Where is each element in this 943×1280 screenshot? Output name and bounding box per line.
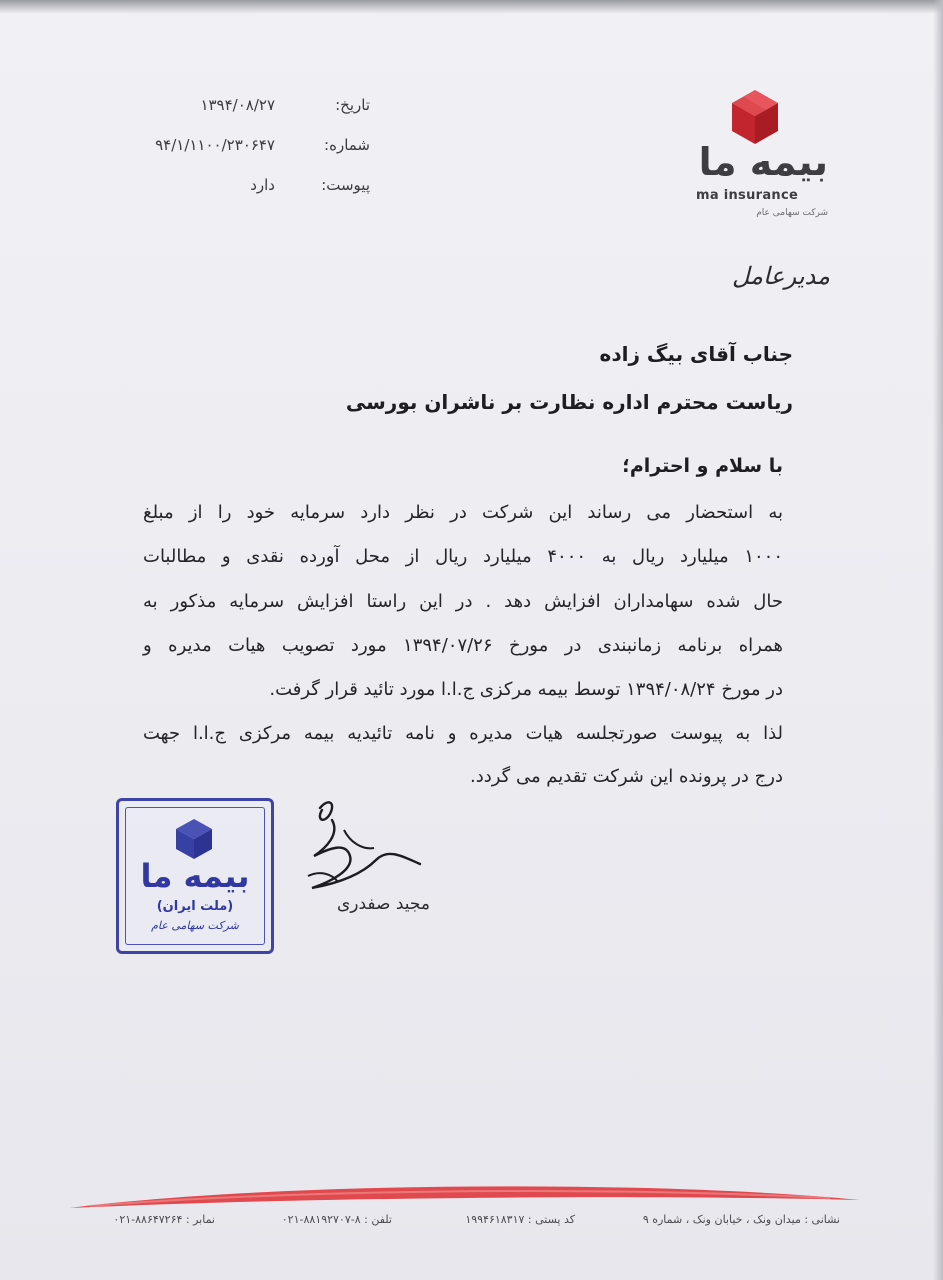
body-line: حال شده سهامداران افزایش دهد . در این راستا افزایش سرمایه مذکور به [143, 591, 783, 612]
cube-logo-icon [730, 88, 780, 146]
handwritten-signature [290, 790, 440, 900]
logo-wordmark: بیمه ما [698, 140, 828, 184]
footer-phone: تلفن : ۸-۸۸۱۹۲۷۰۷-۰۲۱ [281, 1213, 392, 1226]
number-row [100, 136, 400, 162]
footer-contact [100, 1213, 840, 1233]
attachment-label: پیوست: [321, 176, 370, 194]
footer-address: نشانی : میدان ونک ، خیابان ونک ، شماره ۹ [642, 1213, 840, 1226]
number-value: ۹۴/۱/۱۱۰۰/۲۳۰۶۴۷ [155, 136, 275, 154]
company-logo [668, 88, 838, 238]
date-label: تاریخ: [335, 96, 370, 114]
footer-swoosh-decoration [70, 1178, 860, 1212]
stamp-cube-icon [174, 817, 214, 861]
addressee-title: ریاست محترم اداره نظارت بر ناشران بورسی [345, 390, 793, 414]
handwritten-title: مدیرعامل [731, 262, 830, 290]
body-line: ۱۰۰۰ میلیارد ریال به ۴۰۰۰ میلیارد ریال از محل آورده نقدی و مطالبات [143, 546, 783, 567]
attachment-value: دارد [250, 176, 275, 194]
company-type-text: شرکت سهامی عام [756, 208, 828, 218]
date-row [100, 96, 400, 122]
page-edge-shadow-right [933, 0, 943, 1280]
page-edge-shadow [0, 0, 943, 14]
logo-latin-text: ma insurance [696, 188, 799, 203]
footer-fax: نمابر : ۸۸۶۴۷۲۶۴-۰۲۱ [113, 1213, 215, 1226]
stamp-brand-text: بیمه ما [140, 857, 250, 895]
addressee-name: جناب آقای بیگ زاده [599, 342, 793, 366]
signer-name: مجید صفدری [336, 894, 430, 914]
body-line: در مورخ ۱۳۹۴/۰۸/۲۴ توسط بیمه مرکزی ج.ا.ا مورد تائید قرار گرفت. [269, 679, 783, 700]
footer-postal: کد پستی : ۱۹۹۴۶۱۸۳۱۷ [465, 1213, 575, 1226]
company-stamp [116, 798, 274, 954]
date-value: ۱۳۹۴/۰۸/۲۷ [200, 96, 275, 114]
attachment-row [100, 176, 400, 202]
stamp-sub-text: (ملت ایران) [156, 899, 234, 914]
body-line: به استحضار می رساند این شرکت در نظر دارد سرمایه خود را از مبلغ [143, 502, 783, 523]
body-line: درج در پرونده این شرکت تقدیم می گردد. [469, 766, 783, 787]
stamp-company-type: شرکت سهامی عام [151, 919, 239, 932]
greeting: با سلام و احترام؛ [622, 455, 783, 477]
body-line: لذا به پیوست صورتجلسه هیات مدیره و نامه تائیدیه بیمه مرکزی ج.ا.ا جهت [143, 723, 783, 744]
body-line: همراه برنامه زمانبندی در مورخ ۱۳۹۴/۰۷/۲۶ مورد تصویب هیات مدیره و [143, 635, 783, 656]
number-label: شماره: [324, 136, 370, 154]
letter-meta [100, 96, 400, 206]
